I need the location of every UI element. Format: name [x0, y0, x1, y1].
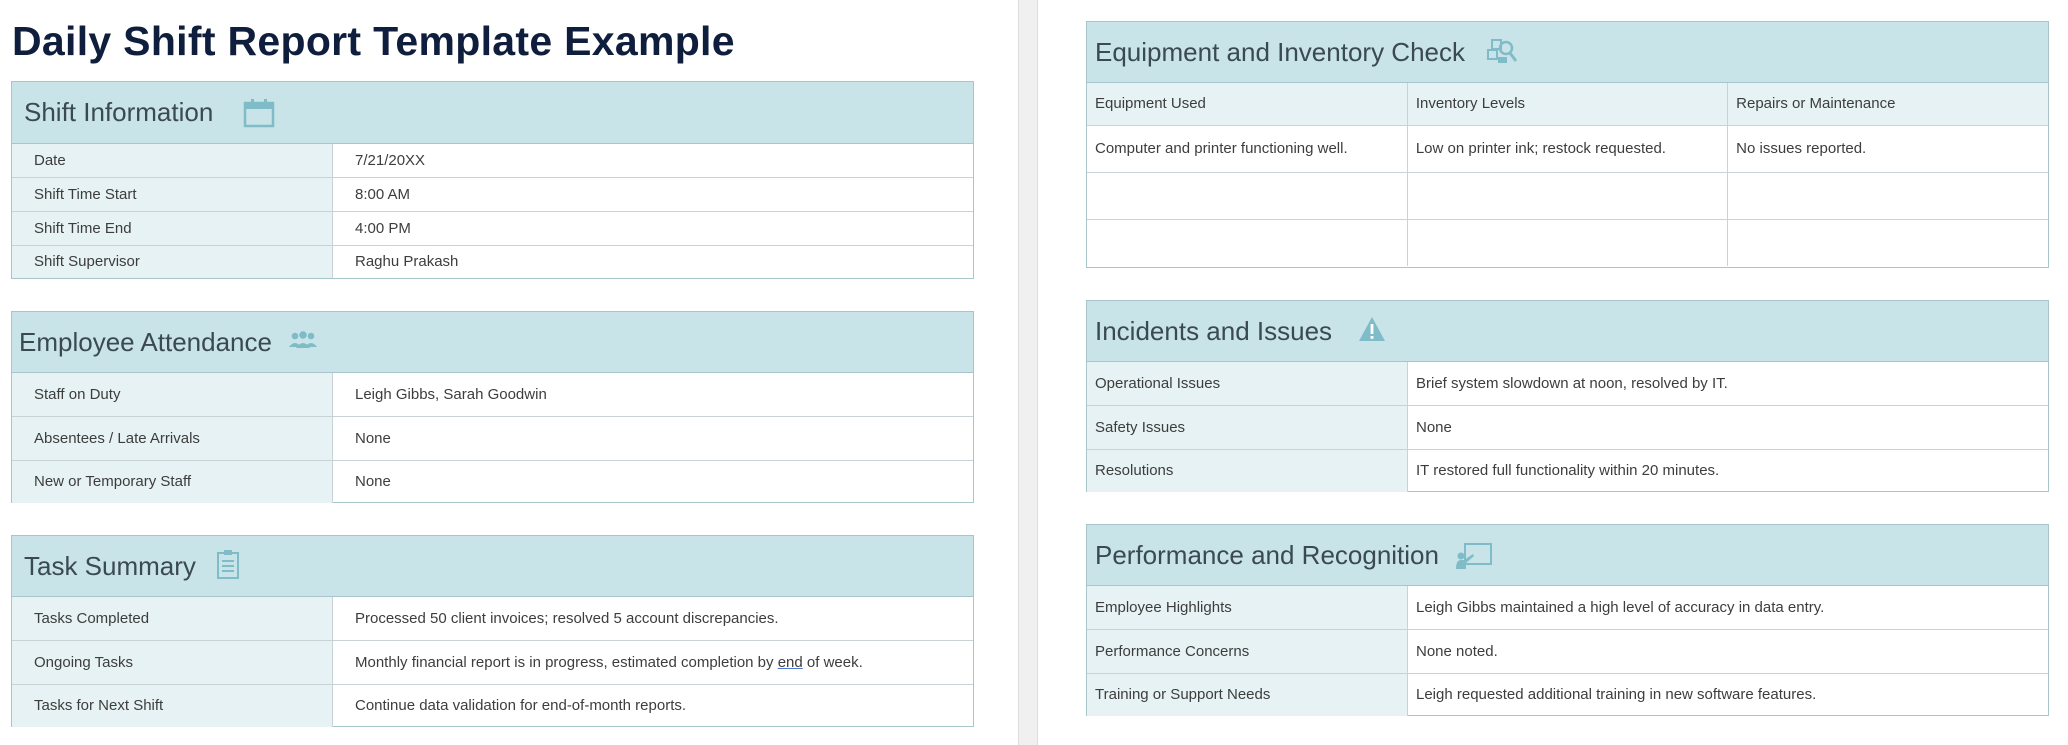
table-row — [12, 416, 973, 460]
value-text: Monthly financial report is in progress, estimated completion by — [355, 653, 778, 671]
incidents-issues-header — [1087, 301, 2048, 362]
row-label: New or Temporary Staff — [12, 460, 333, 503]
performance-recognition-section — [1086, 524, 2049, 716]
table-cell[interactable]: No issues reported. — [1728, 125, 2048, 172]
table-row — [1087, 673, 2048, 716]
table-cell[interactable]: Low on printer ink; restock requested. — [1407, 125, 1727, 172]
row-value[interactable]: None — [1408, 405, 2049, 449]
employee-attendance-header — [12, 312, 973, 373]
task-summary-table — [12, 597, 973, 727]
equipment-inventory-header — [1087, 22, 2048, 83]
clipboard-icon — [216, 549, 240, 584]
row-value[interactable]: None noted. — [1408, 629, 2049, 673]
row-value[interactable]: Brief system slowdown at noon, resolved by IT. — [1416, 374, 1728, 392]
row-value[interactable]: Continue data validation for end-of-month reports. — [333, 684, 974, 727]
table-row — [1087, 629, 2048, 673]
column-header: Repairs or Maintenance — [1728, 83, 2048, 125]
spellcheck-word[interactable]: end — [777, 653, 803, 671]
table-cell[interactable] — [1728, 172, 2048, 219]
row-value[interactable]: Leigh Gibbs, Sarah Goodwin — [355, 385, 547, 403]
row-label: Ongoing Tasks — [12, 640, 333, 684]
table-row — [1087, 449, 2048, 492]
row-value[interactable]: None — [333, 460, 974, 503]
column-header: Equipment Used — [1087, 83, 1407, 125]
inventory-icon — [1487, 36, 1517, 69]
row-value[interactable] — [333, 640, 974, 684]
calendar-icon — [243, 98, 275, 133]
table-row — [12, 640, 973, 684]
task-summary-header — [12, 536, 973, 597]
row-value[interactable]: Raghu Prakash — [333, 245, 974, 278]
employee-attendance-section — [11, 311, 974, 503]
table-cell[interactable] — [1407, 219, 1727, 266]
employee-attendance-table — [12, 373, 973, 503]
table-cell[interactable] — [1728, 219, 2048, 266]
row-label: Date — [12, 144, 333, 177]
table-cell[interactable] — [1087, 172, 1407, 219]
table-row — [12, 460, 973, 503]
table-row — [12, 211, 973, 245]
table-row — [12, 177, 973, 211]
row-label: Performance Concerns — [1087, 629, 1408, 673]
row-label: Shift Supervisor — [12, 245, 333, 278]
row-label: Employee Highlights — [1087, 586, 1408, 629]
incidents-issues-table — [1087, 362, 2048, 492]
table-header-row — [1087, 83, 2048, 125]
section-title: Shift Information — [24, 97, 214, 127]
presentation-icon — [1455, 542, 1493, 575]
row-value[interactable]: Leigh Gibbs maintained a high level of accuracy in data entry. — [1416, 598, 1825, 616]
incidents-issues-section — [1086, 300, 2049, 492]
section-title: Employee Attendance — [19, 326, 272, 357]
warning-icon — [1358, 316, 1386, 347]
row-value[interactable]: 8:00 AM — [333, 177, 974, 211]
section-title: Incidents and Issues — [1095, 315, 1333, 346]
table-row — [12, 597, 973, 640]
table-row — [12, 245, 973, 278]
shift-information-header — [12, 82, 973, 144]
page-right — [1038, 0, 2068, 745]
document-title: Daily Shift Report Template Example — [12, 18, 735, 64]
row-label: Safety Issues — [1087, 405, 1408, 449]
row-label: Shift Time End — [12, 211, 333, 245]
table-row — [12, 144, 973, 177]
section-title: Performance and Recognition — [1095, 539, 1439, 570]
task-summary-section — [11, 535, 974, 727]
section-title: Equipment and Inventory Check — [1095, 36, 1465, 67]
row-value[interactable]: Leigh requested additional training in new software features. — [1408, 673, 2049, 716]
people-icon — [288, 330, 318, 355]
table-row — [1087, 172, 2048, 219]
performance-recognition-table — [1087, 586, 2048, 716]
performance-recognition-header — [1087, 525, 2048, 586]
row-label: Staff on Duty — [12, 373, 333, 416]
value-text: of week. — [802, 653, 863, 671]
table-cell[interactable] — [1087, 219, 1407, 266]
row-value[interactable]: Processed 50 client invoices; resolved 5 account discrepancies. — [355, 609, 779, 627]
page-left — [0, 0, 1018, 745]
shift-information-table — [12, 144, 973, 278]
row-label: Absentees / Late Arrivals — [12, 416, 333, 460]
table-cell[interactable] — [1407, 172, 1727, 219]
table-row — [1087, 586, 2048, 629]
shift-information-section — [11, 81, 974, 279]
table-row — [12, 684, 973, 727]
equipment-inventory-table — [1087, 83, 2048, 266]
row-label: Tasks Completed — [12, 597, 333, 640]
section-title: Task Summary — [24, 550, 196, 581]
row-label: Training or Support Needs — [1087, 673, 1408, 716]
table-row — [12, 373, 973, 416]
row-label: Shift Time Start — [12, 177, 333, 211]
equipment-inventory-section — [1086, 21, 2049, 268]
row-value[interactable]: None — [333, 416, 974, 460]
table-row — [1087, 405, 2048, 449]
table-cell[interactable]: Computer and printer functioning well. — [1087, 125, 1407, 172]
row-label: Operational Issues — [1087, 362, 1408, 405]
row-label: Resolutions — [1087, 449, 1408, 492]
page-gutter — [1018, 0, 1038, 745]
table-row — [1087, 125, 2048, 172]
table-row — [1087, 362, 2048, 405]
row-value[interactable]: 4:00 PM — [333, 211, 974, 245]
row-label: Tasks for Next Shift — [12, 684, 333, 727]
table-row — [1087, 219, 2048, 266]
column-header: Inventory Levels — [1407, 83, 1727, 125]
row-value[interactable]: IT restored full functionality within 20 minutes. — [1408, 449, 2049, 492]
row-value[interactable]: 7/21/20XX — [355, 151, 426, 169]
